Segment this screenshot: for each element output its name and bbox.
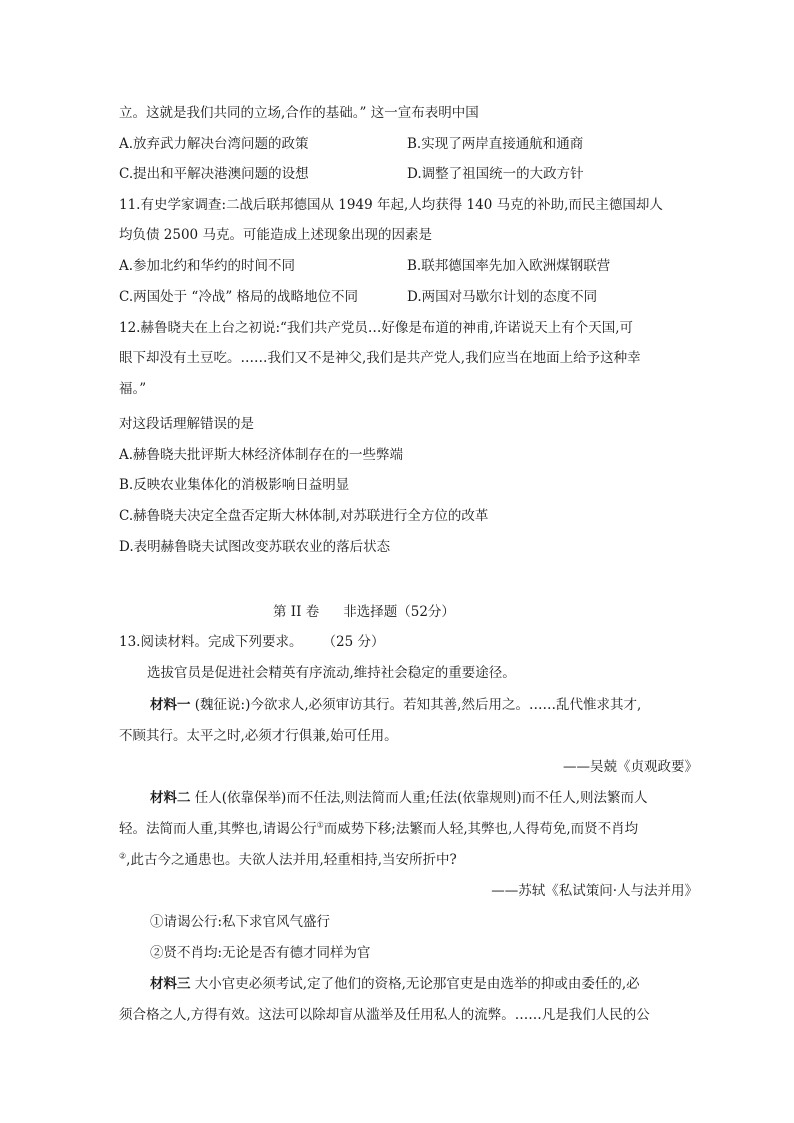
q12-option-c: C.赫鲁晓夫决定全盘否定斯大林体制,对苏联进行全方位的改革	[119, 508, 489, 524]
material2-label: 材料二	[150, 790, 191, 806]
material1-line2: 不顾其行。太平之时,必须才行俱兼,始可任用。	[119, 728, 398, 744]
footnote-mark-1: ①	[316, 820, 324, 830]
material2-source: ——苏轼《私试策问·人与法并用》	[491, 883, 698, 899]
material3-line1	[150, 974, 640, 994]
section2-title: 非选择题（52分）	[343, 604, 455, 620]
material3-line2: 须合格之人,方得有效。这法可以除却盲从滥举及任用私人的流弊。……凡是我们人民的公	[119, 1007, 650, 1023]
q11-option-c: C.两国处于 “冷战” 格局的战略地位不同	[119, 289, 359, 305]
q12-option-d: D.表明赫鲁晓夫试图改变苏联农业的落后状态	[119, 539, 391, 555]
footnote-mark-2: ②	[119, 851, 127, 861]
material2-text3: ,此古今之通患也。夫欲人法并用,轻重相持,当安所折中?	[126, 852, 457, 868]
q11-option-a: A.参加北约和华约的时间不同	[119, 258, 296, 274]
q10-stem-tail: 立。这就是我们共同的立场,合作的基础。” 这一宣布表明中国	[119, 105, 479, 121]
material2-text2a: 轻。法简而人重,其弊也,请谒公行	[119, 821, 317, 837]
q10-option-c: C.提出和平解决港澳问题的设想	[119, 166, 309, 182]
q12-option-b: B.反映农业集体化的消极影响日益明显	[119, 477, 350, 493]
material2-line3	[119, 850, 457, 870]
material2-line1	[150, 788, 648, 808]
material2-text2b: 而威势下移;法繁而人轻,其弊也,人得苟免,而贤不肖均	[323, 821, 639, 837]
footnote-1: ①请谒公行:私下求官风气盛行	[150, 914, 331, 930]
material1-text1: (魏征说:)今欲求人,必须审访其行。若知其善,然后用之。……乱代惟求其才,	[190, 697, 642, 713]
material1-source: ——吴兢《贞观政要》	[563, 759, 698, 775]
q11-stem-line1: 11.有史学家调查:二战后联邦德国从 1949 年起,人均获得 140 马克的补助,而民主德国却人	[119, 197, 663, 213]
q13-score: （25 分）	[322, 634, 385, 650]
q12-stem-line3: 福。”	[119, 381, 147, 397]
section2-header	[273, 602, 455, 622]
q11-stem-line2: 均负债 2500 马克。可能造成上述现象出现的因素是	[119, 227, 432, 243]
footnote-2: ②贤不肖均:无论是否有德才同样为官	[150, 945, 371, 961]
q12-stem-line2: 眼下却没有土豆吃。……我们又不是神父,我们是共产党人,我们应当在地面上给予这种幸	[119, 350, 641, 366]
q10-option-d: D.调整了祖国统一的大政方针	[407, 166, 584, 182]
material1-label: 材料一	[150, 697, 191, 713]
material3-text1: 大小官吏必须考试,定了他们的资格,无论那官吏是由选举的抑或由委任的,必	[190, 976, 640, 992]
material3-label: 材料三	[150, 976, 191, 992]
q12-stem-line1: 12.赫鲁晓夫在上台之初说:“我们共产党员…好像是布道的神甫,许诺说天上有个天国,可	[119, 320, 634, 336]
material1-line1	[150, 695, 641, 715]
q10-option-b: B.实现了两岸直接通航和通商	[407, 136, 584, 152]
section2-label: 第 II 卷	[273, 604, 320, 620]
material2-text1: 任人(依靠保举)而不任法,则法简而人重;任法(依靠规则)而不任人,则法繁而人	[190, 790, 648, 806]
q13-intro: 选拔官员是促进社会精英有序流动,维持社会稳定的重要途径。	[147, 665, 516, 681]
q13-heading	[119, 632, 384, 652]
material2-line2	[119, 819, 638, 839]
q11-option-d: D.两国对马歇尔计划的态度不同	[407, 289, 598, 305]
q12-prompt: 对这段话理解错误的是	[119, 416, 254, 432]
q13-heading-text: 13.阅读材料。完成下列要求。	[119, 634, 303, 650]
q10-option-a: A.放弃武力解决台湾问题的政策	[119, 136, 309, 152]
q11-option-b: B.联邦德国率先加入欧洲煤钢联营	[407, 258, 611, 274]
q12-option-a: A.赫鲁晓夫批评斯大林经济体制存在的一些弊端	[119, 447, 404, 463]
